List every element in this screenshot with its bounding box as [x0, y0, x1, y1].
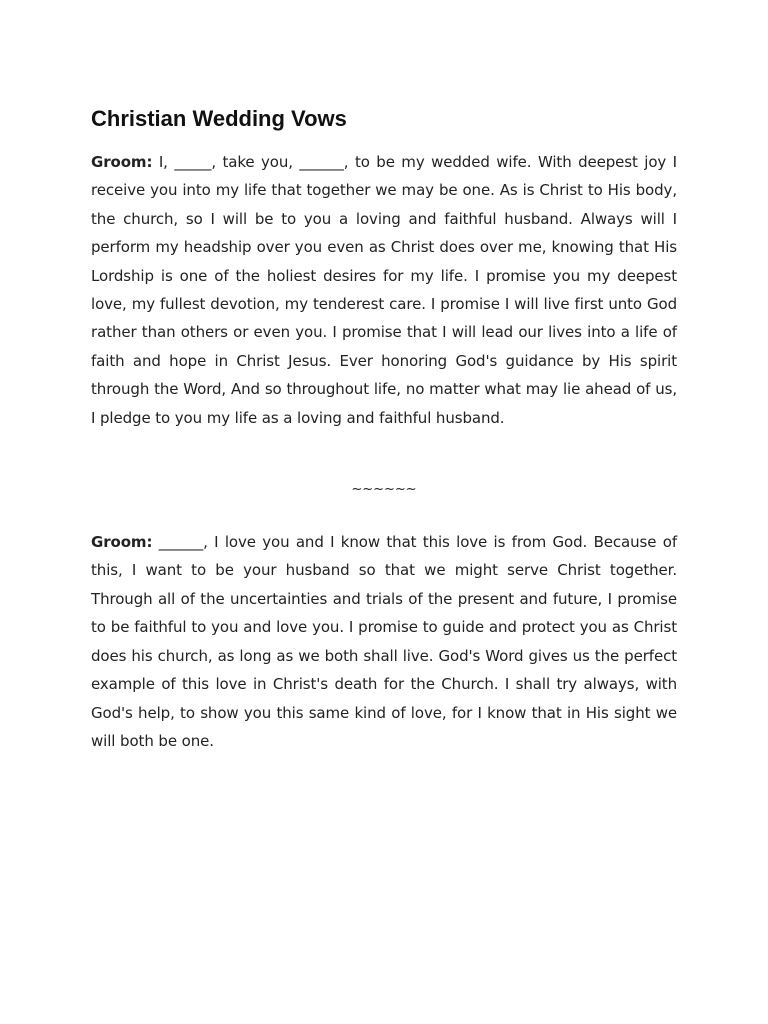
- vow-text: I, _____, take you, ______, to be my wedded wife. With deepest joy I receive you into my life that together we may be one. As is Christ to His body, the church, so I will be to you a loving and faithful husband. Always will I perform my headship over you even as Christ does over me, knowing that His Lordship is one of the holiest desires for my life. I promise you my deepest love, my fullest devotion, my tenderest care. I promise I will live first unto God rather than others or even you. I promise that I will lead our lives into a life of faith and hope in Christ Jesus. Ever honoring God's guidance by His spirit through the Word, And so throughout life, no matter what may lie ahead of us, I pledge to you my life as a loving and faithful husband.: [91, 153, 678, 427]
- document-title: Christian Wedding Vows: [91, 106, 347, 131]
- vow-paragraph-1: [91, 148, 677, 432]
- speaker-label: Groom:: [91, 533, 153, 552]
- section-separator: ~~~~~~: [351, 482, 417, 498]
- document-page: [91, 100, 677, 755]
- vow-text: ______, I love you and I know that this love is from God. Because of this, I want to be your husband so that we might serve Christ together. Through all of the uncertainties and trials of the present and future, I promise to be faithful to you and love you. I promise to guide and protect you as Christ does his church, as long as we both shall live. God's Word gives us the perfect example of this love in Christ's death for the Church. I shall try always, with God's help, to show you this same kind of love, for I know that in His sight we will both be one.: [91, 533, 677, 750]
- speaker-label: Groom:: [91, 153, 153, 171]
- vow-paragraph-2: [91, 528, 677, 755]
